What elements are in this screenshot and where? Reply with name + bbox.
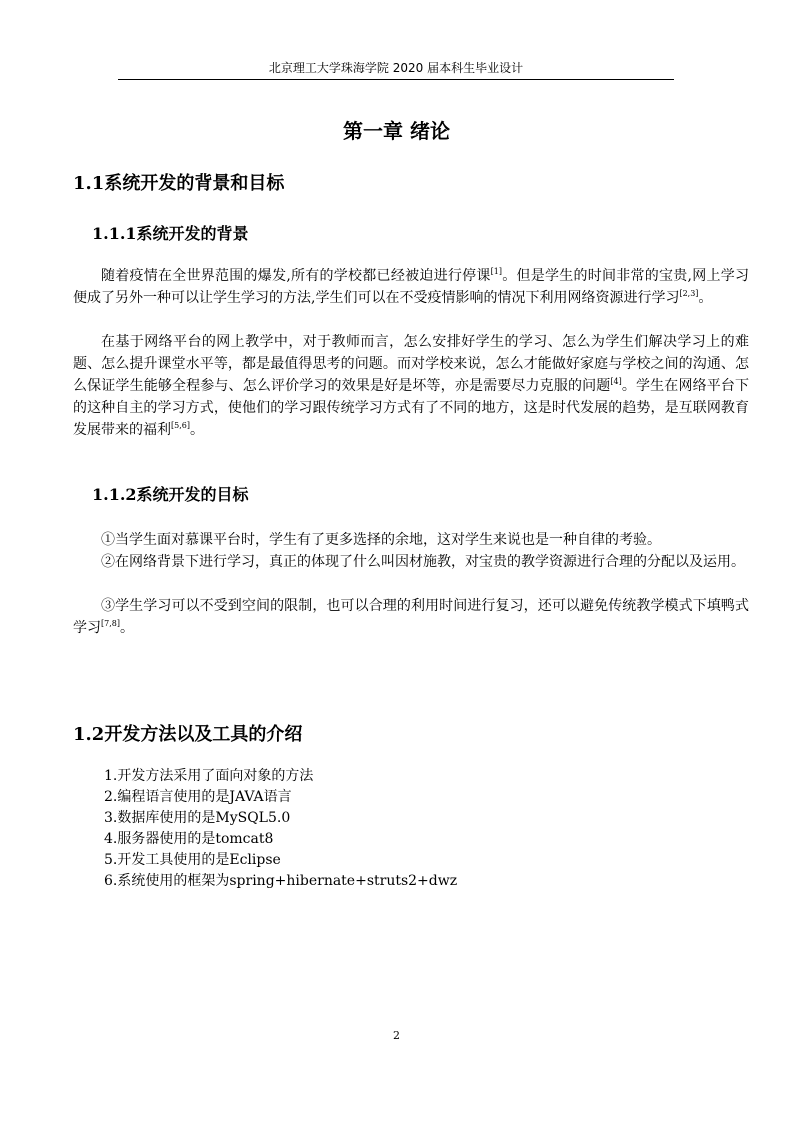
section-heading-1-2: 1.2开发方法以及工具的介绍 (73, 724, 303, 745)
background-paragraph-2 (73, 331, 749, 441)
paragraph-text: 随着疫情在全世界范围的爆发,所有的学校都已经被迫进行停课 (101, 268, 491, 284)
header-divider (118, 79, 674, 80)
paragraph-text: 。但是学生的时间非常的宝贵,网上学习便成了另外一种可以让学生学习的方法,学生们可以在不受疫情影响的情况下利用网络资源进行学习 (73, 268, 750, 306)
subsection-heading-1-1-2: 1.1.2系统开发的目标 (92, 485, 249, 504)
list-item: 3.数据库使用的是MySQL5.0 (104, 810, 291, 826)
paragraph-text: 在基于网络平台的网上教学中，对于教师而言，怎么安排好学生的学习、怎么为学生们解决学习上的难题、怎么提升课堂水平等，都是最值得思考的问题。而对学校来说，怎么才能做好家庭与学校之间的沟通、怎么保证学生能够全程参与、怎么评价学习的效果是好是坏等，亦是需要尽力克服的问题 (73, 334, 749, 394)
list-item: 5.开发工具使用的是Eclipse (104, 852, 281, 868)
subsection-heading-1-1-1: 1.1.1系统开发的背景 (92, 224, 249, 243)
tools-list (104, 766, 457, 892)
goal-item-1: ①当学生面对慕课平台时，学生有了更多选择的余地，这对学生来说也是一种自律的考验。 (101, 532, 661, 548)
citation: [4] (610, 377, 622, 386)
goal-item-2: ②在网络背景下进行学习，真正的体现了什么叫因材施教，对宝贵的教学资源进行合理的分配以及运用。 (101, 554, 745, 570)
citation: [5,6] (171, 421, 190, 430)
paragraph-text: 。 (189, 422, 204, 438)
paragraph-text: 。学生在网络平台下的这种自主的学习方式，使他们的学习跟传统学习方式有了不同的地方，这是时代发展的趋势，是互联网教育发展带来的福利 (73, 378, 750, 438)
section-heading-1-1: 1.1系统开发的背景和目标 (73, 173, 285, 194)
citation: [1] (490, 267, 502, 276)
chapter-title: 第一章 绪论 (343, 119, 450, 143)
citation: [7,8] (101, 619, 120, 628)
list-item: 2.编程语言使用的是JAVA语言 (104, 789, 292, 805)
paragraph-text: ③学生学习可以不受到空间的限制，也可以合理的利用时间进行复习，还可以避免传统教学模式下填鸭式学习 (73, 598, 749, 636)
list-item: 1.开发方法采用了面向对象的方法 (104, 768, 314, 784)
background-paragraph-1 (73, 265, 749, 309)
page-number: 2 (393, 1029, 400, 1042)
goal-item-3 (73, 595, 749, 639)
paragraph-text: 。 (698, 290, 713, 306)
running-header: 北京理工大学珠海学院 2020 届本科生毕业设计 (268, 61, 524, 75)
paragraph-text: 。 (119, 620, 134, 636)
list-item: 6.系统使用的框架为spring+hibernate+struts2+dwz (104, 873, 458, 889)
list-item: 4.服务器使用的是tomcat8 (104, 831, 274, 847)
citation: [2,3] (679, 289, 699, 298)
